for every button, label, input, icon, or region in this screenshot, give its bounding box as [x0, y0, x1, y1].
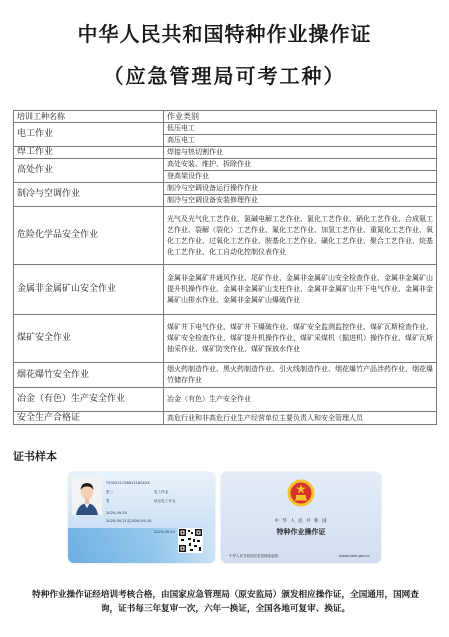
table-row	[14, 207, 437, 265]
row-name: 冶金（有色）生产安全作业	[14, 388, 164, 412]
row-name: 电工作业	[14, 123, 164, 147]
card-title: 特种作业操作证	[276, 528, 326, 536]
table-row	[14, 147, 437, 159]
card-website: www.mem.gov.cn	[339, 554, 370, 558]
row-name: 高处作业	[14, 159, 164, 183]
certificate-back	[221, 472, 381, 563]
header-type: 作业类别	[164, 111, 437, 123]
card-issuer: 中华人民共和国应急管理部监制	[229, 554, 278, 558]
certificate-front	[68, 472, 215, 563]
bottom-description: 特种作业操作证经培训考核合格，由国家应急管理局（原安监局）颁发相应操作证，全国通用，国网查询，证书每三年复审一次，六年一换证，全国各地可复审、换证。	[32, 590, 419, 614]
table-row	[14, 388, 437, 412]
page-subtitle: （应急管理局可考工种）	[103, 64, 346, 88]
card-country: 中 华 人 民 共 和 国	[274, 519, 328, 524]
table-row	[14, 412, 437, 425]
header-name: 培训工种名称	[14, 111, 164, 123]
row-desc: 煤矿井下电气作业、煤矿井下爆破作业、煤矿安全监测监控作业、煤矿瓦斯检查作业、煤矿安全检查作业、煤矿提升机操作作业、煤矿采煤机（掘进机）操作作业、煤矿瓦斯抽采作业、煤矿防突作业、煤矿探放水作业	[164, 315, 437, 363]
table-header-row	[14, 111, 437, 123]
row-name: 危险化学品安全作业	[14, 207, 164, 265]
row-desc: 高危行业和非高危行业生产经营单位主要负责人和安全管理人员	[164, 412, 437, 425]
national-emblem-icon	[287, 479, 315, 507]
table-row	[14, 123, 437, 135]
table-row	[14, 159, 437, 171]
row-desc: 光气及光气化工艺作业、氯碱电解工艺作业、氯化工艺作业、硝化工艺作业、合成氨工艺作业、裂解（裂化）工艺作业、氟化工艺作业、加氢工艺作业、重氮化工艺作业、氧化工艺作业、过氧化工艺作业、胺基化工艺作业、磺化工艺作业、聚合工艺作业、烷基化工艺作业、化工自动化控制仪表作业	[164, 207, 437, 265]
row-desc: 烟火药制造作业、黑火药制造作业、引火线制造作业、烟花爆竹产品涉药作业、烟花爆竹储存作业	[164, 363, 437, 388]
row-type: 制冷与空调设备安装修理作业	[164, 195, 437, 207]
row-name: 焊工作业	[14, 147, 164, 159]
page-title: 中华人民共和国特种作业操作证	[77, 22, 372, 46]
row-type: 高处安装、维护、拆除作业	[164, 159, 437, 171]
validity-dates: 2020-09-21至2026-09-20	[106, 519, 152, 523]
avatar	[72, 477, 102, 515]
holder-name: 张三	[106, 490, 114, 494]
cert-number: T530221198612180XXX	[106, 481, 150, 485]
sample-label: 证书样本	[13, 450, 57, 463]
row-desc: 金属非金属矿井通风作业、尾矿作业、金属非金属矿山安全检查作业、金属非金属矿山提升机操作作业、金属非金属矿山支柱作业、金属非金属矿山井下电气作业、金属非金属矿山排水作业、金属非金属矿山爆破作业	[164, 265, 437, 315]
job-category: 低压电工作业	[154, 499, 176, 503]
review-date: 2023-09-20	[154, 530, 175, 534]
row-type: 低压电工	[164, 123, 437, 135]
row-name: 制冷与空调作业	[14, 183, 164, 207]
table-row	[14, 265, 437, 315]
row-type: 高压电工	[164, 135, 437, 147]
row-type: 登高架设作业	[164, 171, 437, 183]
row-name: 金属非金属矿山安全作业	[14, 265, 164, 315]
qr-code-icon	[178, 528, 203, 553]
row-desc: 冶金（有色）生产安全作业	[164, 388, 437, 412]
table-row	[14, 183, 437, 195]
work-type-table	[13, 110, 437, 425]
row-type: 制冷与空调设备运行操作作业	[164, 183, 437, 195]
table-row	[14, 363, 437, 388]
holder-gender: 男	[106, 499, 110, 503]
table-row	[14, 315, 437, 363]
first-issue-date: 2020-09-20	[106, 511, 127, 515]
row-type: 焊接与热切割作业	[164, 147, 437, 159]
job-type: 电工作业	[154, 490, 169, 494]
row-name: 煤矿安全作业	[14, 315, 164, 363]
row-name: 烟花爆竹安全作业	[14, 363, 164, 388]
row-name: 安全生产合格证	[14, 412, 164, 425]
